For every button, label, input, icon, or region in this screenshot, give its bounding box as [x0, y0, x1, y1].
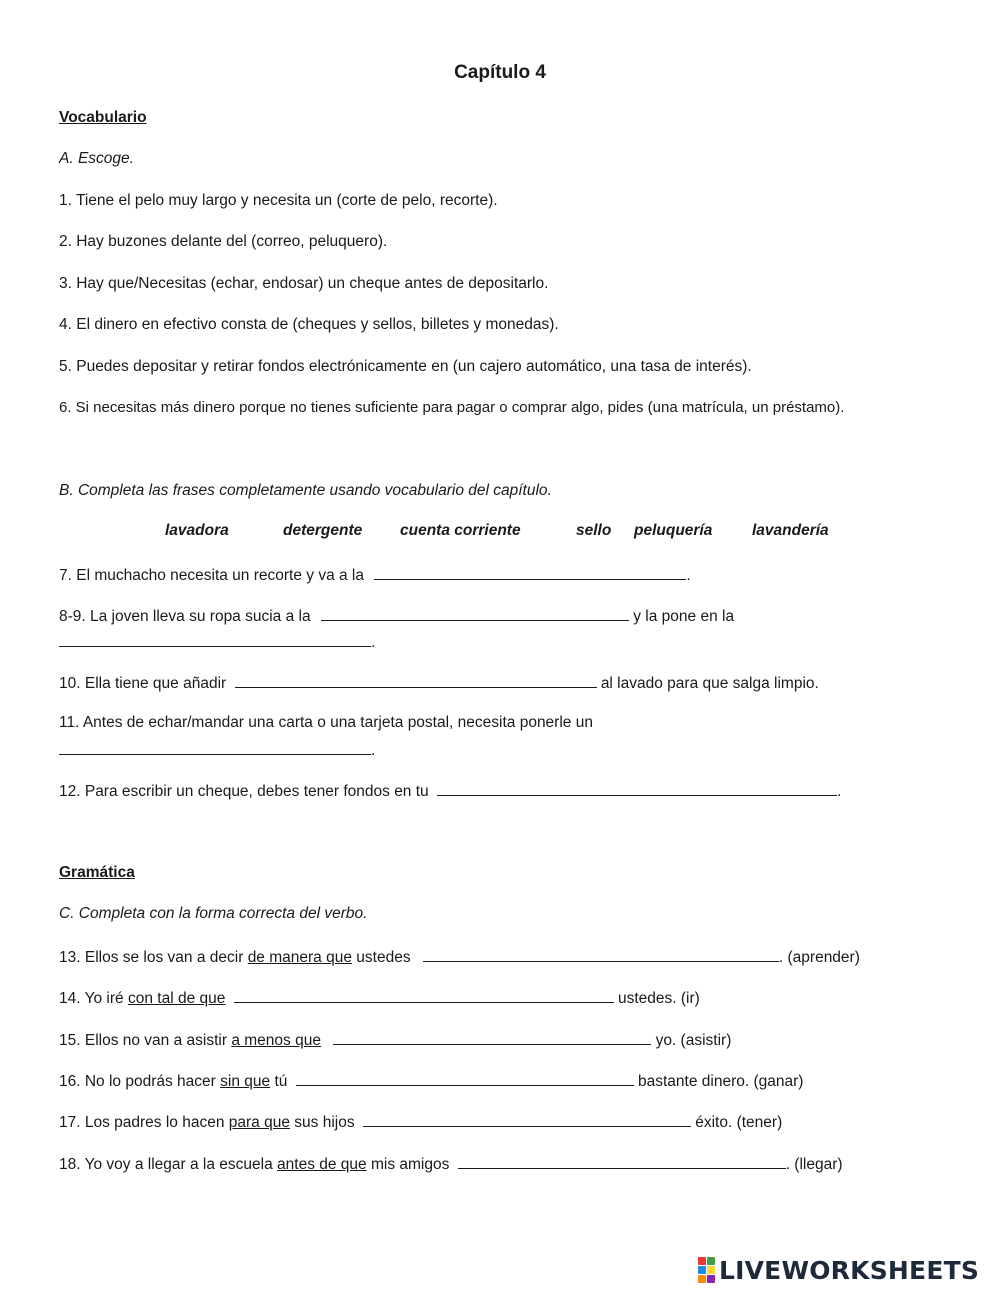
- answer-blank-10[interactable]: [235, 673, 597, 688]
- question-2: 2. Hay buzones delante del (correo, peluquero).: [59, 233, 388, 250]
- question-8-9-end: .: [371, 634, 376, 651]
- conjunction: antes de que: [277, 1156, 367, 1173]
- conjunction: con tal de que: [127, 990, 226, 1007]
- word-bank-item: lavadora: [165, 522, 229, 539]
- question-17-subject: sus hijos: [294, 1114, 355, 1131]
- question-14-end: ustedes. (ir): [617, 990, 700, 1007]
- logo-block: [707, 1275, 715, 1283]
- question-14: [59, 988, 700, 1008]
- question-13-subject: ustedes: [356, 949, 411, 966]
- answer-blank-8[interactable]: [321, 606, 629, 621]
- word-bank-item: lavandería: [752, 522, 829, 539]
- question-7-end: .: [686, 567, 691, 584]
- logo-block: [698, 1266, 706, 1274]
- question-13-end: . (aprender): [778, 949, 860, 966]
- question-15-end: yo. (asistir): [655, 1032, 732, 1049]
- page-title: Capítulo 4: [454, 62, 546, 83]
- answer-blank-14[interactable]: [234, 988, 614, 1003]
- answer-blank-9[interactable]: [59, 632, 371, 647]
- conjunction: sin que: [220, 1073, 271, 1090]
- question-1: 1. Tiene el pelo muy largo y necesita un (corte de pelo, recorte).: [59, 192, 498, 209]
- question-6: 6. Si necesitas más dinero porque no tienes suficiente para pagar o comprar algo, pides (una matrícula, un préstamo).: [59, 399, 845, 416]
- logo-block: [698, 1257, 706, 1265]
- logo-block: [698, 1275, 706, 1283]
- question-15-text: 15. Ellos no van a asistir: [59, 1032, 228, 1049]
- answer-blank-17[interactable]: [363, 1112, 691, 1127]
- question-8-9-continued: [59, 632, 375, 652]
- question-10-end: al lavado para que salga limpio.: [600, 675, 819, 692]
- word-bank-item: detergente: [283, 522, 363, 539]
- question-11-end: .: [371, 742, 376, 759]
- answer-blank-13[interactable]: [423, 947, 779, 962]
- vocabulary-heading: Vocabulario: [59, 109, 147, 126]
- question-10-text: 10. Ella tiene que añadir: [59, 675, 227, 692]
- logo-text: LIVEWORKSHEETS: [719, 1255, 980, 1285]
- answer-blank-12[interactable]: [437, 781, 837, 796]
- answer-blank-18[interactable]: [458, 1154, 786, 1169]
- question-10: [59, 673, 819, 693]
- conjunction: para que: [228, 1114, 290, 1131]
- part-a-instruction: A. Escoge.: [59, 150, 134, 167]
- question-16-subject: tú: [274, 1073, 288, 1090]
- question-4: 4. El dinero en efectivo consta de (cheques y sellos, billetes y monedas).: [59, 316, 559, 333]
- question-8-9-text: 8-9. La joven lleva su ropa sucia a la: [59, 608, 311, 625]
- conjunction: a menos que: [231, 1032, 321, 1049]
- question-13: [59, 947, 860, 967]
- question-17-text: 17. Los padres lo hacen: [59, 1114, 225, 1131]
- logo-block: [707, 1266, 715, 1274]
- question-16-text: 16. No lo podrás hacer: [59, 1073, 216, 1090]
- question-15: [59, 1030, 731, 1050]
- question-5: 5. Puedes depositar y retirar fondos electrónicamente en (un cajero automático, una tasa de interés).: [59, 358, 752, 375]
- answer-blank-15[interactable]: [333, 1030, 651, 1045]
- word-bank-item: cuenta corriente: [400, 522, 521, 539]
- question-17: [59, 1112, 782, 1132]
- answer-blank-11[interactable]: [59, 740, 371, 755]
- question-12-end: .: [836, 783, 842, 800]
- question-7: [59, 565, 691, 585]
- liveworksheets-logo: [698, 1256, 979, 1284]
- question-16: [59, 1071, 803, 1091]
- question-17-end: éxito. (tener): [695, 1114, 783, 1131]
- question-7-text: 7. El muchacho necesita un recorte y va a la: [59, 567, 364, 584]
- answer-blank-16[interactable]: [296, 1071, 634, 1086]
- question-18-subject: mis amigos: [370, 1156, 450, 1173]
- question-18-text: 18. Yo voy a llegar a la escuela: [59, 1156, 273, 1173]
- word-bank-item: sello: [576, 522, 612, 539]
- question-8-9: [59, 606, 734, 626]
- grammar-heading: Gramática: [59, 864, 135, 881]
- answer-blank-7[interactable]: [374, 565, 686, 580]
- part-c-instruction: C. Completa con la forma correcta del verbo.: [59, 905, 368, 922]
- question-13-text: 13. Ellos se los van a decir: [59, 949, 244, 966]
- question-11-continued: [59, 740, 375, 760]
- conjunction: de manera que: [247, 949, 352, 966]
- question-3: 3. Hay que/Necesitas (echar, endosar) un cheque antes de depositarlo.: [59, 275, 549, 292]
- logo-block: [707, 1257, 715, 1265]
- part-b-instruction: B. Completa las frases completamente usando vocabulario del capítulo.: [59, 482, 552, 499]
- logo-blocks-icon: [698, 1257, 715, 1283]
- question-11: 11. Antes de echar/mandar una carta o una tarjeta postal, necesita ponerle un: [59, 714, 593, 731]
- question-12-text: 12. Para escribir un cheque, debes tener fondos en tu: [59, 783, 429, 800]
- question-16-end: bastante dinero. (ganar): [638, 1073, 804, 1090]
- question-18: [59, 1154, 843, 1174]
- question-8-9-middle: y la pone en la: [633, 608, 735, 625]
- word-bank-item: peluquería: [634, 522, 713, 539]
- question-14-text: 14. Yo iré: [59, 990, 124, 1007]
- question-18-end: . (llegar): [785, 1156, 843, 1173]
- question-12: [59, 781, 841, 801]
